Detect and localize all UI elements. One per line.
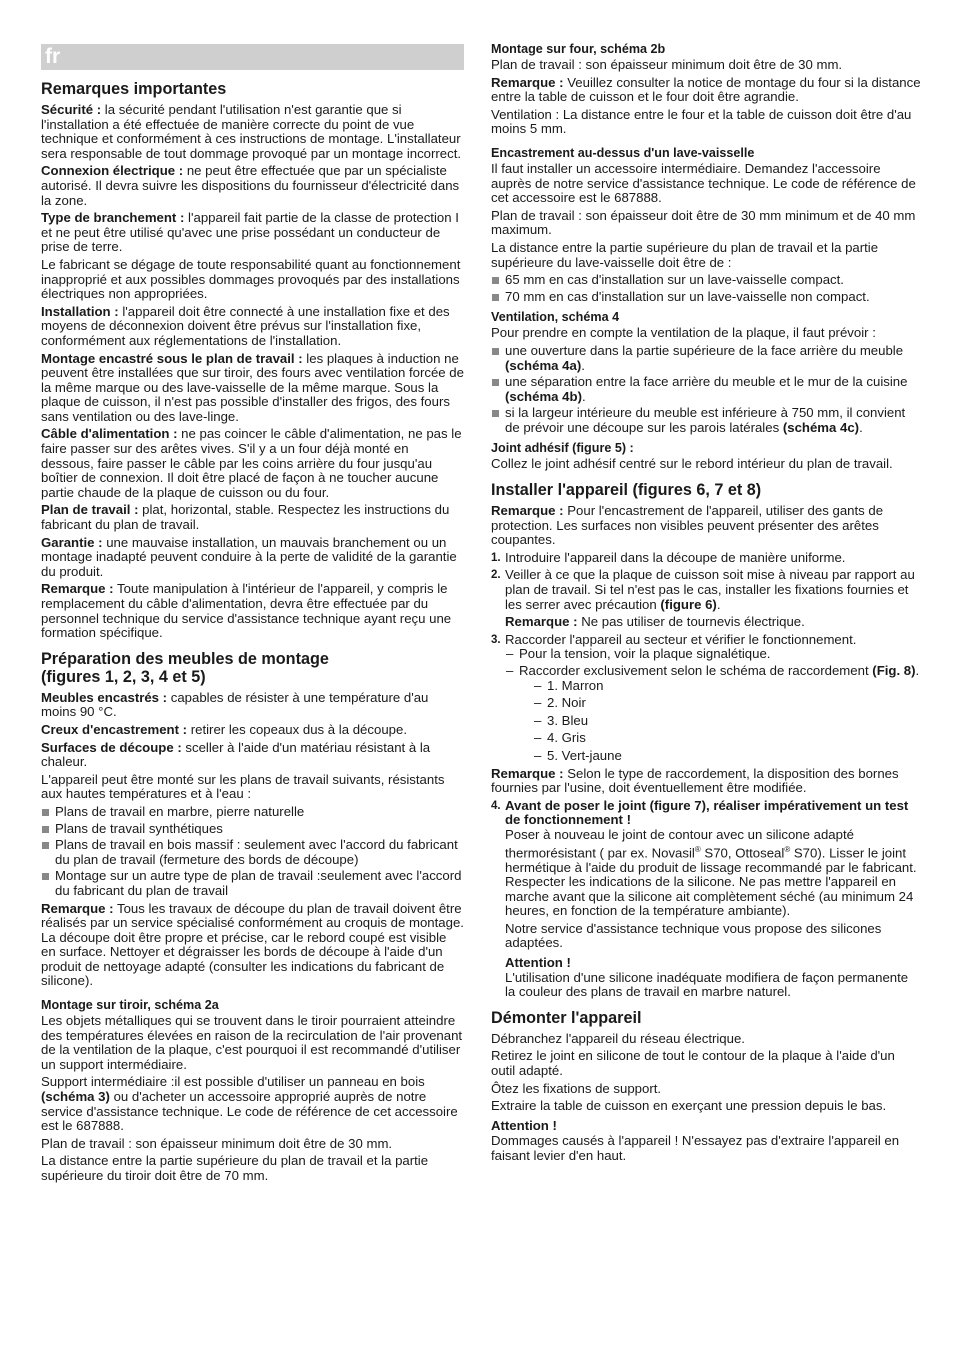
list-item: – 4. Gris <box>533 731 921 746</box>
heading-preparation: Préparation des meubles de montage (figures 1, 2, 3, 4 et 5) <box>41 649 329 686</box>
para-garantie: Garantie : une mauvaise installation, un mauvais branchement ou un montage inadapté peuvent conduire à la perte de validité de la garantie du produit. <box>41 534 457 579</box>
para-type: Type de branchement : l'appareil fait partie de la classe de protection I et ne peut être utilisé qu'avec une prise possédant un conducteur de prise de terre. <box>41 210 459 255</box>
language-code: fr <box>45 45 61 68</box>
right-column <box>491 42 921 1167</box>
para-plans-intro: L'appareil peut être monté sur les plans de travail suivants, résistants aux hautes températures et à l'eau : <box>41 771 445 802</box>
para-remarque2: Remarque : Tous les travaux de découpe du plan de travail doivent être réalisés par un service spécialisé conformément au croquis de montage. La découpe doit être propre et précise, car le rebord coupé est visible en surface. Nettoyer et dégraisser les bords de découpe à l'aide d'un produit de nettoyage adapté (consulter les indications du fabricant de silicone). <box>41 900 464 989</box>
step-3-details <box>505 647 921 763</box>
list-item: – 2. Noir <box>533 696 921 711</box>
heading-joint: Joint adhésif (figure 5) : <box>491 441 634 456</box>
para-inst-rem: Remarque : Pour l'encastrement de l'appareil, utiliser des gants de protection. Les surfaces non visibles peuvent présenter des arêtes coupantes. <box>491 503 884 548</box>
para-remarque1: Remarque : Toute manipulation à l'intérieur de l'appareil, y compris le remplacement du câble d'alimentation, devra être effectuée par du personnel technique du service d'assistance technique ayant reçu une formation spécifique. <box>41 581 452 641</box>
para-connexion: Connexion électrique : ne peut être effectuée que par un spécialiste autorisé. Il devra suivre les dispositions du fournisseur d'électricité dans la zone. <box>41 163 460 208</box>
list-item: une ouverture dans la partie supérieure de la face arrière du meuble (schéma 4a). <box>491 344 921 373</box>
step-4-attention-text: L'utilisation d'une silicone inadéquate modifiera de façon permanente la couleur des plans de travail en marbre naturel. <box>505 969 909 1000</box>
wire-colors <box>519 679 921 764</box>
para-creux: Creux d'encastrement : retirer les copeaux dus à la découpe. <box>41 721 407 737</box>
para-tiroir-4: La distance entre la partie supérieure du plan de travail et la partie supérieure du tiroir doit être de 70 mm. <box>41 1153 429 1183</box>
list-item: – Pour la tension, voir la plaque signalétique. <box>505 647 921 662</box>
list-item: 70 mm en cas d'installation sur un lave-vaisselle non compact. <box>491 290 921 305</box>
para-meubles: Meubles encastrés : capables de résister à une température d'au moins 90 °C. <box>41 689 429 720</box>
install-steps-cont <box>491 799 921 1000</box>
para-vent-intro: Pour prendre en compte la ventilation de la plaque, il faut prévoir : <box>491 325 876 341</box>
para-dem-3: Ôtez les fixations de support. <box>491 1080 662 1096</box>
list-item: Plans de travail en marbre, pierre naturelle <box>41 805 464 820</box>
heading-installer: Installer l'appareil (figures 6, 7 et 8) <box>491 481 762 500</box>
para-surfaces: Surfaces de découpe : sceller à l'aide d'un matériau résistant à la chaleur. <box>41 739 431 770</box>
step-4: 4. Avant de poser le joint (figure 7), réaliser impérativement un test de fonctionnement ! Poser à nouveau le joint de contour avec un silicone adapté thermorésistant ( par ex. Novasil® S70, Ottoseal® S70). Lisser le joint hermétique à l'aide du produit de lissage recommandé par le fabricant. Respecter les indications de la silicone. Ne pas mettre l'appareil en marche avant que la silicone ait complètement séché (au minimum 24 heures, en fonction de la température ambiante). Notre service d'assistance technique vous propose des silicones adaptées. Attention ! L'utilisation d'une silicone inadéquate modifiera de façon permanente la couleur des plans de travail en marbre naturel. <box>491 799 921 1000</box>
step-1: 1. Introduire l'appareil dans la découpe de manière uniforme. <box>491 549 846 565</box>
heading-demonter: Démonter l'appareil <box>491 1008 642 1027</box>
para-bornes: Remarque : Selon le type de raccordement, la disposition des bornes fournies par l'usine, doit éventuellement être modifiée. <box>491 765 899 796</box>
list-item: – 1. Marron <box>533 679 921 694</box>
step-2-remarque: Remarque : Ne pas utiliser de tournevis électrique. <box>505 614 805 630</box>
heading-remarques: Remarques importantes <box>41 80 227 98</box>
plans-list <box>41 805 464 899</box>
para-montage: Montage encastré sous le plan de travail : les plaques à induction ne peuvent être installées que sur tiroir, des fours avec ventilation forcée de la même marque ou des lave-vaisselle de la même marque. Sous la plaque de cuisson, il n'est pas possible d'installer des frigos, des fours sans ventilation ou des lave-linge. <box>41 350 464 424</box>
step-3: 3. Raccorder l'appareil au secteur et vérifier le fonctionnement. – Pour la tension, voir la plaque signalétique. – Raccorder exclusivement selon le schéma de raccordement (Fig. 8). – 1. Marron – 2. Noir – 3. Bleu – 4. Gris – 5. Vert-jaune <box>491 633 921 764</box>
lave-list <box>491 273 921 304</box>
para-dem-2: Retirez le joint en silicone de tout le contour de la plaque à l'aide d'un outil adapté. <box>491 1048 895 1079</box>
para-four-1: Plan de travail : son épaisseur minimum doit être de 30 mm. <box>491 57 843 72</box>
language-bar <box>41 44 464 70</box>
list-item: si la largeur intérieure du meuble est inférieure à 750 mm, il convient de prévoir une découpe sur les parois latérales (schéma 4c). <box>491 406 921 435</box>
list-item: – 3. Bleu <box>533 714 921 729</box>
para-installation: Installation : l'appareil doit être connecté à une installation fixe et des moyens de déconnexion doivent être prévus sur l'installation fixe, conformément aux réglementations de l'installation. <box>41 303 450 348</box>
step-4-p2: Notre service d'assistance technique vous propose des silicones adaptées. <box>505 920 882 951</box>
install-steps <box>491 551 921 764</box>
para-tiroir-1: Les objets métalliques qui se trouvent dans le tiroir pourraient atteindre des températures élevées en raison de la recirculation de l'air provenant de la ventilation de la plaque, c'est pourquoi il est recommandé d'utiliser un support intermédiaire. <box>41 1013 463 1072</box>
para-fabricant: Le fabricant se dégage de toute responsabilité quant au fonctionnement inapproprié et aux possibles dommages provoqués par des installations électriques non appropriées. <box>41 256 461 302</box>
para-cable: Câble d'alimentation : ne pas coincer le câble d'alimentation, ne pas le faire passer sur des arêtes vives. S'il y a un four déjà monté en dessous, faire passer le câble par les coins arrière du four jusqu'au boîtier de connexion. Il doit être placé de façon à ne toucher aucune partie chaude de la plaque de cuisson ou du four. <box>41 426 462 500</box>
list-item: Montage sur un autre type de plan de travail :seulement avec l'accord du fabricant du plan de travail <box>41 869 464 898</box>
para-lave-1: Il faut installer un accessoire intermédiaire. Demandez l'accessoire auprès de notre service d'assistance technique. Le code de référence de cet accessoire est le 687888. <box>491 160 916 206</box>
para-tiroir-2: Support intermédiaire :il est possible d'utiliser un panneau en bois (schéma 3) ou d'acheter un accessoire approprié auprès de notre service d'assistance technique. Le code de référence de cet accessoire est le 687888. <box>41 1074 458 1134</box>
list-item: 65 mm en cas d'installation sur un lave-vaisselle compact. <box>491 273 921 288</box>
list-item: – 5. Vert-jaune <box>533 749 921 764</box>
para-tiroir-3: Plan de travail : son épaisseur minimum doit être de 30 mm. <box>41 1135 393 1151</box>
para-lave-2: Plan de travail : son épaisseur doit être de 30 mm minimum et de 40 mm maximum. <box>491 207 916 238</box>
para-lave-3: La distance entre la partie supérieure du plan de travail et la partie supérieure du lave-vaisselle doit être de : <box>491 239 879 270</box>
step-2: 2. Veiller à ce que la plaque de cuisson soit mise à niveau par rapport au plan de travail. Si tel n'est pas le cas, installer les fixations fournies et les serrer avec précaution (figure 6). Remarque : Ne pas utiliser de tournevis électrique. <box>491 568 921 629</box>
para-four-rem: Remarque : Veuillez consulter la notice de montage du four si la distance entre la table de cuisson et le four doit être agrandie. <box>491 74 921 105</box>
step-4-attention: Attention ! <box>505 955 571 971</box>
para-plan: Plan de travail : plat, horizontal, stable. Respectez les instructions du fabricant du plan de travail. <box>41 502 450 533</box>
para-dem-4: Extraire la table de cuisson en exerçant une pression depuis le bas. <box>491 1098 887 1114</box>
dem-attention: Attention ! <box>491 1117 557 1133</box>
para-securite: Sécurité : la sécurité pendant l'utilisation n'est garantie que si l'installation a été effectuée de manière correcte du point de vue technique et conformément à ces instructions de montage. L'installateur sera responsable de tout dommage provoqué par un montage incorrect. <box>41 102 462 161</box>
step-4-p1: Poser à nouveau le joint de contour avec un silicone adapté thermorésistant ( par ex. Novasil® S70, Ottoseal® S70). Lisser le joint hermétique à l'aide du produit de lissage recommandé par le fabricant. Respecter les indications de la silicone. Ne pas mettre l'appareil en marche avant que la silicone ait complètement séché (au minimum 24 heures, en fonction de la température ambiante). <box>505 826 917 919</box>
left-column <box>41 80 464 1187</box>
heading-tiroir: Montage sur tiroir, schéma 2a <box>41 998 219 1013</box>
list-item: – Raccorder exclusivement selon le schéma de raccordement (Fig. 8). – 1. Marron – 2. Noir – 3. Bleu – 4. Gris – 5. Vert-jaune <box>505 664 921 764</box>
para-dem-1: Débranchez l'appareil du réseau électrique. <box>491 1030 745 1046</box>
para-four-vent: Ventilation : La distance entre le four et la table de cuisson doit être d'au moins 5 mm. <box>491 106 912 137</box>
dem-attention-text: Dommages causés à l'appareil ! N'essayez pas d'extraire l'appareil en faisant levier d'en haut. <box>491 1133 900 1164</box>
para-joint: Collez le joint adhésif centré sur le rebord intérieur du plan de travail. <box>491 456 893 472</box>
list-item: une séparation entre la face arrière du meuble et le mur de la cuisine (schéma 4b). <box>491 375 921 404</box>
list-item: Plans de travail en bois massif : seulement avec l'accord du fabricant du plan de travail (fermeture des bords de découpe) <box>41 838 464 867</box>
heading-lave: Encastrement au-dessus d'un lave-vaisselle <box>491 145 755 160</box>
heading-four: Montage sur four, schéma 2b <box>491 42 666 56</box>
vent-list <box>491 344 921 436</box>
list-item: Plans de travail synthétiques <box>41 822 464 837</box>
heading-ventilation: Ventilation, schéma 4 <box>491 310 620 325</box>
